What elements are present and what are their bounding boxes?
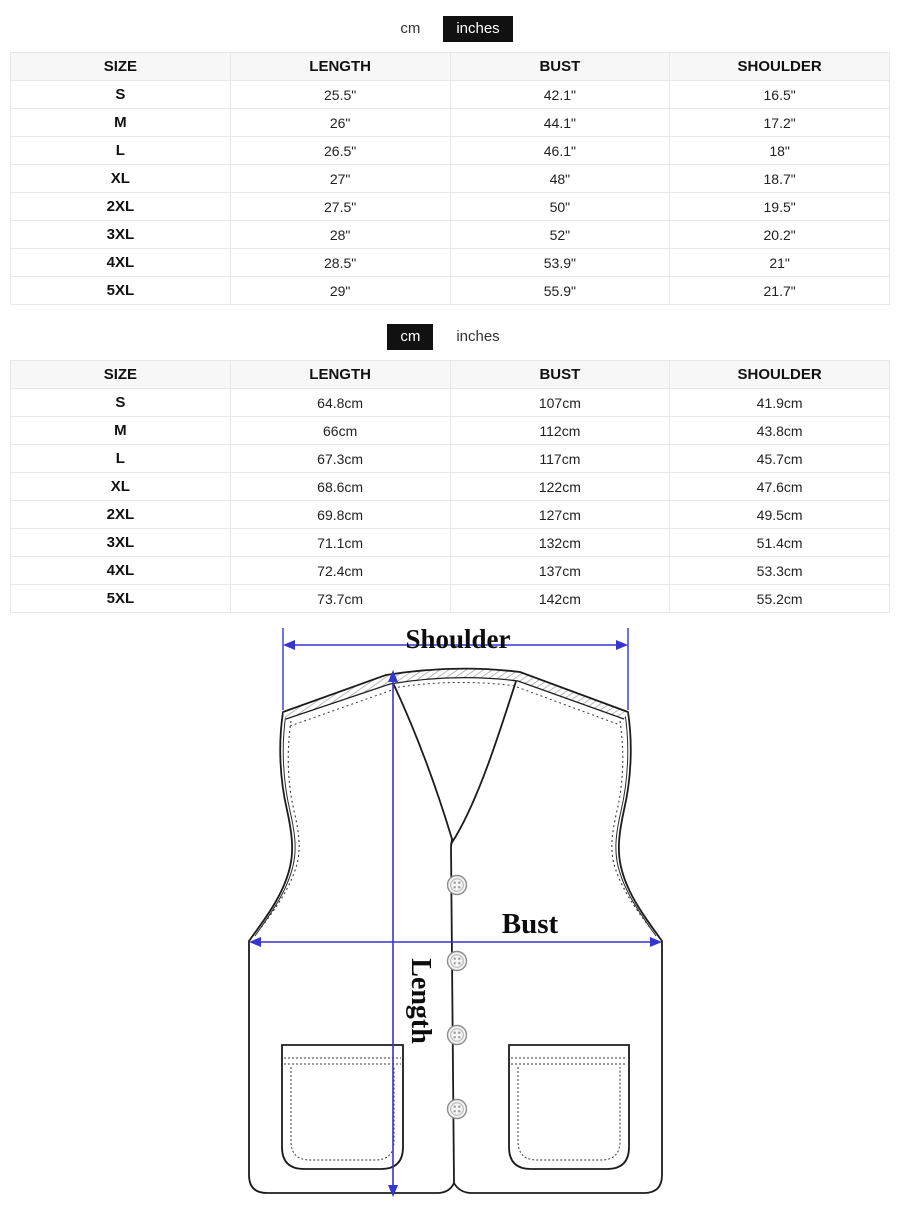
column-header: LENGTH [230, 53, 450, 81]
unit-toggle-bottom [0, 323, 900, 351]
value-cell: 44.1" [450, 109, 670, 137]
vest-measurement-diagram [230, 615, 682, 1218]
table-row [11, 529, 890, 557]
column-header: BUST [450, 53, 670, 81]
size-cell: L [11, 445, 231, 473]
value-cell: 28" [230, 221, 450, 249]
value-cell: 68.6cm [230, 473, 450, 501]
value-cell: 20.2" [670, 221, 890, 249]
size-cell: S [11, 81, 231, 109]
size-cell: M [11, 417, 231, 445]
value-cell: 73.7cm [230, 585, 450, 613]
header-row [11, 361, 890, 389]
value-cell: 21" [670, 249, 890, 277]
table-row [11, 193, 890, 221]
table-row [11, 109, 890, 137]
value-cell: 18" [670, 137, 890, 165]
size-cell: 4XL [11, 557, 231, 585]
table-row [11, 81, 890, 109]
value-cell: 25.5" [230, 81, 450, 109]
value-cell: 71.1cm [230, 529, 450, 557]
table-row [11, 473, 890, 501]
unit-toggle-inches-button[interactable]: inches [456, 328, 500, 345]
shoulder-label: Shoulder [405, 624, 511, 654]
size-cell: 3XL [11, 529, 231, 557]
table-row [11, 445, 890, 473]
value-cell: 29" [230, 277, 450, 305]
size-cell: S [11, 389, 231, 417]
table-row [11, 165, 890, 193]
value-cell: 21.7" [670, 277, 890, 305]
value-cell: 50" [450, 193, 670, 221]
table-row [11, 389, 890, 417]
value-cell: 27" [230, 165, 450, 193]
length-label: Length [405, 958, 436, 1044]
value-cell: 27.5" [230, 193, 450, 221]
table-row [11, 137, 890, 165]
value-cell: 66cm [230, 417, 450, 445]
size-cell: 4XL [11, 249, 231, 277]
size-cell: M [11, 109, 231, 137]
value-cell: 42.1" [450, 81, 670, 109]
value-cell: 107cm [450, 389, 670, 417]
value-cell: 51.4cm [670, 529, 890, 557]
table-row [11, 417, 890, 445]
table-row [11, 249, 890, 277]
value-cell: 45.7cm [670, 445, 890, 473]
value-cell: 142cm [450, 585, 670, 613]
right-pocket [509, 1045, 629, 1169]
value-cell: 52" [450, 221, 670, 249]
value-cell: 19.5" [670, 193, 890, 221]
size-cell: 5XL [11, 277, 231, 305]
value-cell: 47.6cm [670, 473, 890, 501]
value-cell: 18.7" [670, 165, 890, 193]
value-cell: 53.3cm [670, 557, 890, 585]
value-cell: 137cm [450, 557, 670, 585]
value-cell: 43.8cm [670, 417, 890, 445]
value-cell: 132cm [450, 529, 670, 557]
unit-toggle-cm-button[interactable]: cm [400, 20, 421, 37]
size-table-cm [10, 360, 890, 613]
value-cell: 48" [450, 165, 670, 193]
value-cell: 16.5" [670, 81, 890, 109]
unit-toggle-top [0, 15, 900, 43]
value-cell: 69.8cm [230, 501, 450, 529]
value-cell: 127cm [450, 501, 670, 529]
table-row [11, 221, 890, 249]
value-cell: 26" [230, 109, 450, 137]
bust-label: Bust [501, 908, 559, 940]
value-cell: 117cm [450, 445, 670, 473]
table-row [11, 501, 890, 529]
value-cell: 67.3cm [230, 445, 450, 473]
size-cell: L [11, 137, 231, 165]
value-cell: 46.1" [450, 137, 670, 165]
column-header: SIZE [11, 53, 231, 81]
value-cell: 28.5" [230, 249, 450, 277]
size-cell: 3XL [11, 221, 231, 249]
table-row [11, 277, 890, 305]
value-cell: 53.9" [450, 249, 670, 277]
button-icon [448, 1026, 467, 1045]
button-icon [448, 876, 467, 895]
size-cell: 2XL [11, 193, 231, 221]
size-table-inches [10, 52, 890, 305]
spacer [0, 305, 900, 323]
value-cell: 41.9cm [670, 389, 890, 417]
size-cell: 5XL [11, 585, 231, 613]
column-header: SHOULDER [670, 53, 890, 81]
value-cell: 26.5" [230, 137, 450, 165]
left-pocket [282, 1045, 403, 1169]
value-cell: 122cm [450, 473, 670, 501]
size-cell: XL [11, 473, 231, 501]
value-cell: 55.9" [450, 277, 670, 305]
table-row [11, 557, 890, 585]
column-header: SHOULDER [670, 361, 890, 389]
button-icon [448, 1100, 467, 1119]
column-header: LENGTH [230, 361, 450, 389]
value-cell: 49.5cm [670, 501, 890, 529]
value-cell: 112cm [450, 417, 670, 445]
unit-toggle-inches-button[interactable]: inches [443, 16, 512, 42]
button-icon [448, 952, 467, 971]
size-cell: XL [11, 165, 231, 193]
column-header: BUST [450, 361, 670, 389]
table-row [11, 585, 890, 613]
value-cell: 55.2cm [670, 585, 890, 613]
header-row [11, 53, 890, 81]
size-cell: 2XL [11, 501, 231, 529]
vest-diagram-svg [230, 615, 682, 1213]
unit-toggle-cm-button[interactable]: cm [387, 324, 433, 350]
value-cell: 72.4cm [230, 557, 450, 585]
value-cell: 64.8cm [230, 389, 450, 417]
value-cell: 17.2" [670, 109, 890, 137]
column-header: SIZE [11, 361, 231, 389]
